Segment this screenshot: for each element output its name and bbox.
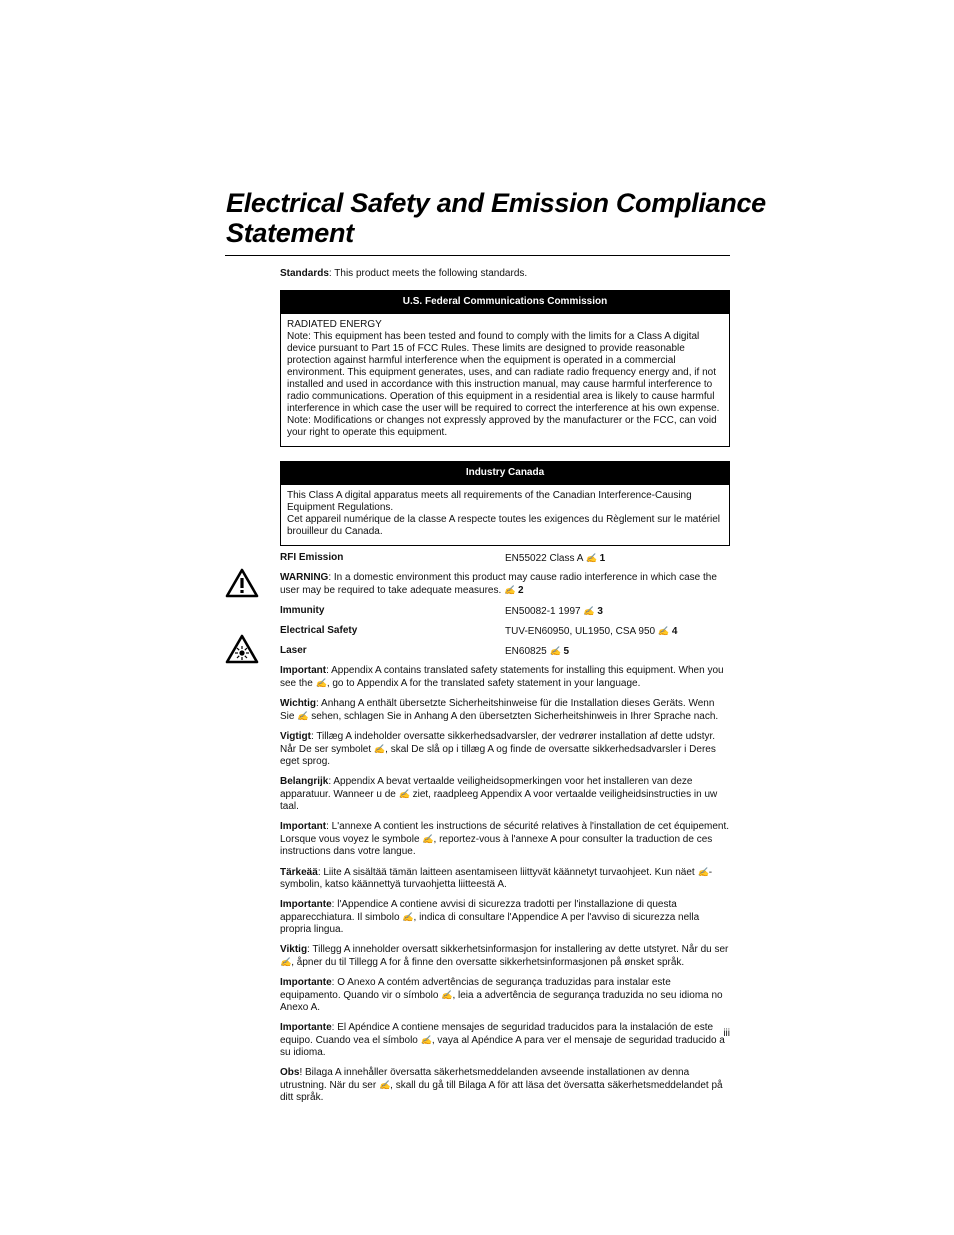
book-icon: ✍ — [315, 678, 327, 688]
book-icon: ✍ — [398, 789, 410, 799]
book-icon: ✍ — [583, 606, 595, 616]
note-paragraph: Importante: O Anexo A contém advertências de segurança traduzidas para instalar este equipamento. Quando vir o símbolo ✍, leia a advertência de segurança traduzida no seu idioma no Anexo A. — [280, 977, 723, 1013]
book-icon: ✍ — [297, 711, 309, 721]
book-icon: ✍ — [549, 646, 561, 656]
book-icon: ✍ — [585, 553, 597, 563]
note-paragraph: Important: Appendix A contains translated safety statements for installing this equipment. When you see the ✍, go to Appendix A for the translated safety statement in your language. — [280, 665, 724, 689]
book-icon: ✍ — [422, 834, 434, 844]
laser-row: Laser EN60825 ✍ 5 — [280, 645, 570, 657]
electrical-safety-row: Electrical Safety TUV-EN60950, UL1950, CSA 950 ✍ 4 — [280, 625, 678, 637]
book-icon: ✍ — [378, 1080, 391, 1090]
book-icon: ✍ — [373, 744, 386, 754]
note-paragraph: Importante: l'Appendice A contiene avvisi di sicurezza tradotti per l'installazione di questa apparecchiatura. Il simbolo ✍, indica di consultare l'Appendice A per l'avviso di sicurezza nella propria lingua. — [280, 899, 700, 935]
book-icon: ✍ — [504, 585, 516, 595]
page-number: iii — [723, 1028, 730, 1039]
note-paragraph: Obs! Bilaga A innehåller översatta säkerhetsmeddelanden avseende installationen av denna utrustning. När du ser ✍, skall du gå till Bilaga A för att läsa det översatta säkerhetsmeddelandet på ditt språk. — [280, 1067, 723, 1103]
warning-statement: WARNING: In a domestic environment this product may cause radio interference in which case the user may be required to take adequate measures. ✍ 2 — [280, 572, 717, 596]
fcc-header: U.S. Federal Communications Commission — [281, 291, 729, 314]
fcc-body: RADIATED ENERGY Note: This equipment has been tested and found to comply with the limits for a Class A digital device pursuant to Part 15 of FCC Rules. These limits are designed to provide reasonable protection against harmful interference when the equipment is operated in a commercial environment. This equipment generates, uses, and can radiate radio frequency energy and, if not installed and used in accordance with this instruction manual, may cause harmful interference to radio communications. Operation of this equipment in a residential area is likely to cause harmful interference in which case the user will be required to correct the interference at his own expense. Note: Modifications or changes not expressly approved by the manufacturer or the FCC, can void your right to operate this equipment. — [287, 319, 720, 438]
industry-canada-box — [280, 461, 730, 546]
industry-canada-body: This Class A digital apparatus meets all requirements of the Canadian Interference-Causing Equipment Regulations. Cet appareil numérique de la classe A respecte toutes les exigences du Règlement sur le matériel brouilleur du Canada. — [287, 490, 721, 537]
rfi-emission-row: RFI Emission EN55022 Class A ✍ 1 — [280, 552, 606, 564]
title-divider — [225, 255, 730, 256]
standards-intro: Standards: This product meets the following standards. — [280, 268, 528, 279]
laser-hazard-icon — [225, 634, 259, 664]
industry-canada-header: Industry Canada — [281, 462, 729, 485]
book-icon: ✍ — [657, 626, 670, 636]
page-title: Electrical Safety and Emission Compliance Statement — [226, 188, 766, 248]
warning-triangle-icon — [225, 568, 259, 598]
note-paragraph: Wichtig: Anhang A enthält übersetzte Sicherheitshinweise für die Installation dieses Geräts. Wenn Sie ✍ sehen, schlagen Sie in Anhang A den übersetzten Sicherheitshinweis in Ihrer Sprache nach. — [280, 698, 719, 722]
book-icon: ✍ — [697, 867, 709, 877]
book-icon: ✍ — [402, 912, 414, 922]
note-paragraph: Important: L'annexe A contient les instructions de sécurité relatives à l'installation de cet équipement. Lorsque vous voyez le symbole ✍, reportez-vous à l'annexe A pour consulter la traduction de ces instructions dans votre langue. — [280, 821, 730, 857]
book-icon: ✍ — [420, 1035, 432, 1045]
fcc-box — [280, 290, 730, 447]
book-icon: ✍ — [280, 957, 292, 967]
note-paragraph: Viktig: Tillegg A inneholder oversatt sikkerhetsinformasjon for installering av dette utstyret. Når du ser ✍, åpner du til Tillegg A for å finne den oversatte sikkerhetsinformasjonen på ønsket språk. — [280, 944, 729, 968]
page-content — [280, 268, 730, 1112]
note-paragraph: Tärkeää: Liite A sisältää tämän laitteen asentamiseen liittyvät käännetyt turvaohjeet. Kun näet ✍-symbolin, katso käännettyä turvaohjetta liitteestä A. — [280, 867, 713, 890]
note-paragraph: Belangrijk: Appendix A bevat vertaalde veiligheidsopmerkingen voor het installeren van deze apparatuur. Wanneer u de ✍ ziet, raadpleeg Appendix A voor vertaalde veiligheidsinstructies in uw taal. — [280, 776, 718, 812]
book-icon: ✍ — [441, 990, 453, 1000]
note-paragraph: Importante: El Apéndice A contiene mensajes de seguridad traducidos para la instalación de este equipo. Cuando vea el símbolo ✍, vaya al Apéndice A para ver el mensaje de seguridad traducido a su idioma. — [280, 1022, 725, 1058]
immunity-row: Immunity EN50082-1 1997 ✍ 3 — [280, 605, 603, 617]
note-paragraph: Vigtigt: Tillæg A indeholder oversatte sikkerhedsadvarsler, der vedrører installation af dette udstyr. Når De ser symbolet ✍, skal De slå op i tillæg A og finde de oversatte sikkerhedsadvarsler i Deres eget sprog. — [280, 731, 716, 767]
standards-label: Standards — [280, 268, 329, 279]
